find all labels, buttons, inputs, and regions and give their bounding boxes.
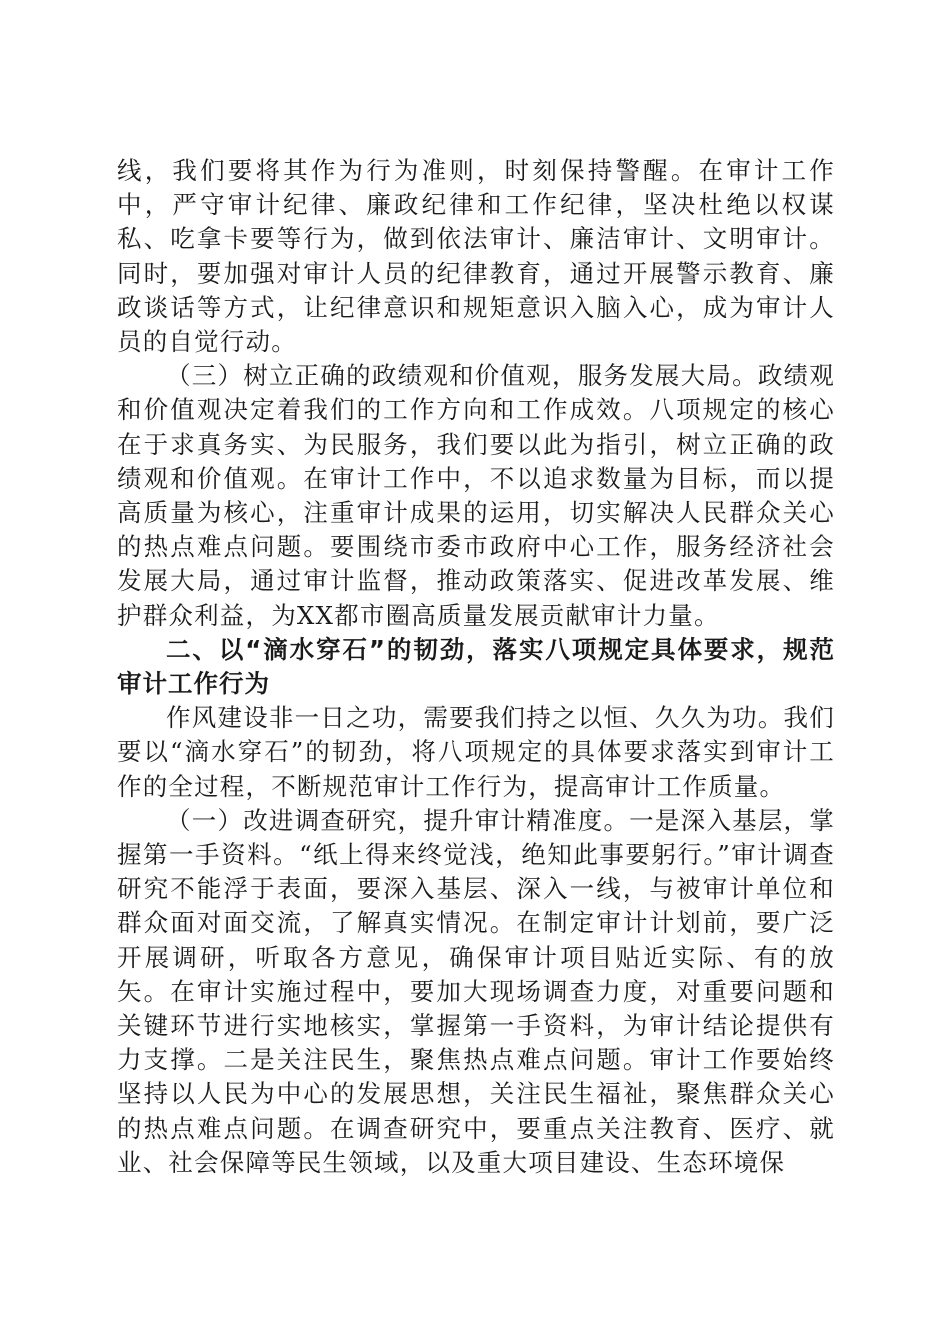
- section-heading-2: 二、以“滴水穿石”的韧劲，落实八项规定具体要求，规范审计工作行为: [117, 634, 835, 699]
- paragraph-section-2-intro: 作风建设非一日之功，需要我们持之以恒、久久为功。我们要以“滴水穿石”的韧劲，将八项规定的具体要求落实到审计工作的全过程，不断规范审计工作行为，提高审计工作质量。: [117, 703, 835, 801]
- paragraph-section-3: （三）树立正确的政绩观和价值观，服务发展大局。政绩观和价值观决定着我们的工作方向和工作成效。八项规定的核心在于求真务实、为民服务，我们要以此为指引，树立正确的政绩观和价值观。在审计工作中，不以追求数量为目标，而以提高质量为核心，注重审计成果的运用，切实解决人民群众关心的热点难点问题。要围绕市委市政府中心工作，服务经济社会发展大局，通过审计监督，推动政策落实、促进改革发展、维护群众利益，为XX都市圈高质量发展贡献审计力量。: [117, 361, 835, 630]
- paragraph-discipline-continuation: 线，我们要将其作为行为准则，时刻保持警醒。在审计工作中，严守审计纪律、廉政纪律和工作纪律，坚决杜绝以权谋私、吃拿卡要等行为，做到依法审计、廉洁审计、文明审计。同时，要加强对审计人员的纪律教育，通过开展警示教育、廉政谈话等方式，让纪律意识和规矩意识入脑入心，成为审计人员的自觉行动。: [117, 156, 835, 357]
- paragraph-section-2-1: （一）改进调查研究，提升审计精准度。一是深入基层，掌握第一手资料。“纸上得来终觉浅，绝知此事要躬行。”审计调查研究不能浮于表面，要深入基层、深入一线，与被审计单位和群众面对面交流，了解真实情况。在制定审计计划前，要广泛开展调研，听取各方意见，确保审计项目贴近实际、有的放矢。在审计实施过程中，要加大现场调查力度，对重要问题和关键环节进行实地核实，掌握第一手资料，为审计结论提供有力支撑。二是关注民生，聚焦热点难点问题。审计工作要始终坚持以人民为中心的发展思想，关注民生福祉，聚焦群众关心的热点难点问题。在调查研究中，要重点关注教育、医疗、就业、社会保障等民生领域，以及重大项目建设、生态环境保: [117, 805, 835, 1177]
- document-body: [117, 154, 835, 1180]
